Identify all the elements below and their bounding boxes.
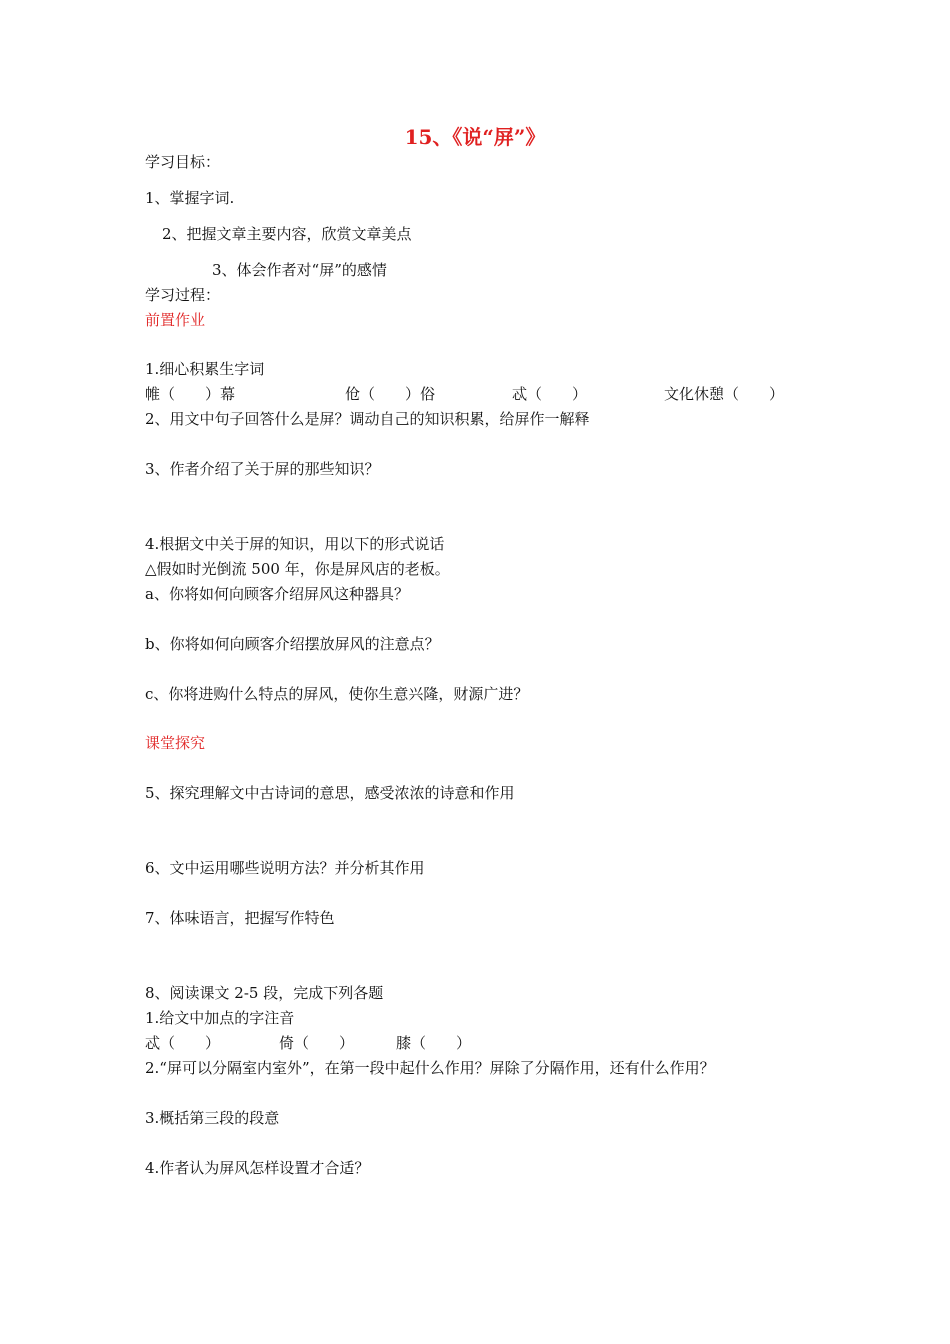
- question-4a: a、你将如何向顾客介绍屏风这种器具？: [145, 585, 409, 603]
- question-8: 8、阅读课文 2-5 段，完成下列各题: [145, 984, 384, 1002]
- page-title: 15、《说“屏”》: [404, 125, 546, 149]
- question-6: 6、文中运用哪些说明方法？并分析其作用: [145, 859, 425, 877]
- preview-heading: 前置作业: [145, 311, 206, 329]
- question-1: 1.细心积累生字词: [145, 360, 265, 378]
- objectives-heading: 学习目标：: [145, 153, 221, 171]
- pinyin-item-1: 忒（ ）: [145, 1034, 221, 1052]
- question-5: 5、探究理解文中古诗词的意思，感受浓浓的诗意和作用: [145, 784, 515, 802]
- vocab-item-1: 帷（ ）幕: [145, 385, 236, 403]
- question-7: 7、体味语言，把握写作特色: [145, 909, 335, 927]
- question-8-1: 1.给文中加点的字注音: [145, 1009, 295, 1027]
- question-8-2: 2.“屏可以分隔室内室外”，在第一段中起什么作用？屏除了分隔作用，还有什么作用？: [145, 1059, 715, 1077]
- pinyin-item-3: 膝（ ）: [396, 1034, 472, 1052]
- pinyin-item-2: 倚（ ）: [279, 1034, 355, 1052]
- question-2: 2、用文中句子回答什么是屏？调动自己的知识积累，给屏作一解释: [145, 410, 590, 428]
- question-4: 4.根据文中关于屏的知识，用以下的形式说话: [145, 535, 445, 553]
- vocab-item-2: 伧（ ）俗: [345, 385, 436, 403]
- objective-item-1: 1、掌握字词.: [145, 189, 235, 207]
- vocab-item-4: 文化休憩（ ）: [664, 385, 785, 403]
- question-4b: b、你将如何向顾客介绍摆放屏风的注意点？: [145, 635, 440, 653]
- question-3: 3、作者介绍了关于屏的那些知识？: [145, 460, 380, 478]
- vocab-item-3: 忒（ ）: [512, 385, 588, 403]
- question-4c: c、你将进购什么特点的屏风，使你生意兴隆，财源广进？: [145, 685, 529, 703]
- question-8-4: 4.作者认为屏风怎样设置才合适？: [145, 1159, 370, 1177]
- process-heading: 学习过程：: [145, 286, 221, 304]
- objective-item-2: 2、把握文章主要内容，欣赏文章美点: [162, 225, 412, 243]
- question-4-scenario: △假如时光倒流 500 年，你是屏风店的老板。: [145, 560, 450, 578]
- question-8-3: 3.概括第三段的段意: [145, 1109, 280, 1127]
- objective-item-3: 3、体会作者对“屏”的感情: [212, 261, 387, 279]
- inquiry-heading: 课堂探究: [145, 734, 206, 752]
